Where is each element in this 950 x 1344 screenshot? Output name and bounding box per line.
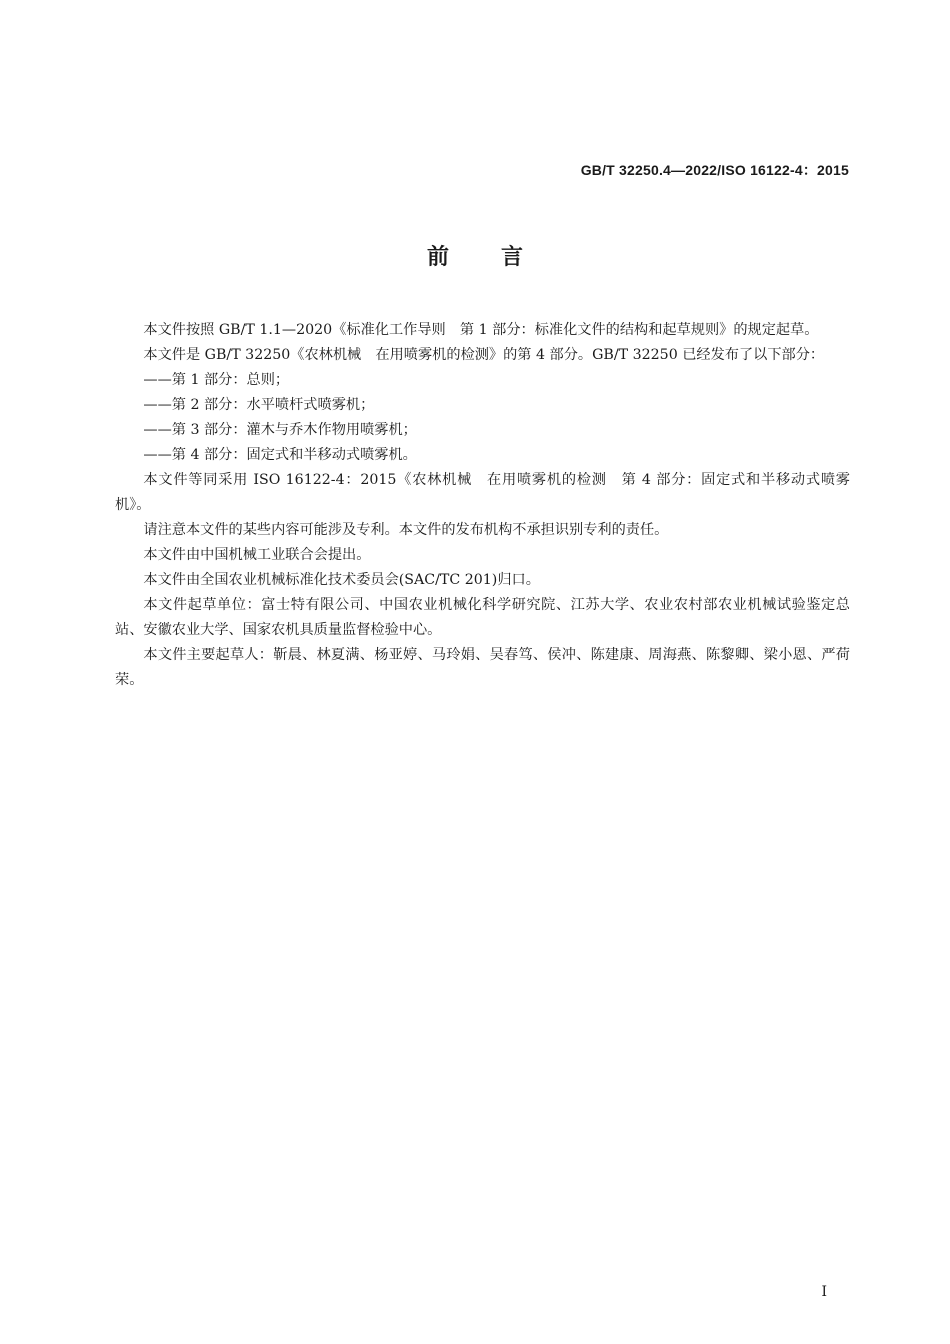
paragraph-part-info: 本文件是 GB/T 32250《农林机械 在用喷雾机的检测》的第 4 部分。GB/T 32250 已经发布了以下部分： — [143, 347, 825, 363]
page-number: Ⅰ — [821, 1284, 827, 1300]
standard-code-header: GB/T 32250.4—2022/ISO 16122-4：2015 — [580, 162, 849, 178]
list-item-part-4: ——第 4 部分：固定式和半移动式喷雾机。 — [143, 447, 417, 463]
page-title: 前言 — [426, 245, 575, 270]
paragraph-proposer: 本文件由中国机械工业联合会提出。 — [143, 547, 371, 563]
paragraph-iso-adoption: 本文件等同采用 ISO 16122-4：2015《农林机械 在用喷雾机的检测 第 4 部分：固定式和半移动式喷雾机》。 — [115, 472, 850, 513]
paragraph-drafting-units: 本文件起草单位：富士特有限公司、中国农业机械化科学研究院、江苏大学、农业农村部农业机械试验鉴定总站、安徽农业大学、国家农机具质量监督检验中心。 — [115, 597, 850, 638]
list-item-part-2: ——第 2 部分：水平喷杆式喷雾机； — [143, 397, 375, 413]
paragraph-drafting-rules: 本文件按照 GB/T 1.1—2020《标准化工作导则 第 1 部分：标准化文件的结构和起草规则》的规定起草。 — [143, 322, 819, 338]
list-item-part-1: ——第 1 部分：总则； — [143, 372, 290, 388]
list-item-part-3: ——第 3 部分：灌木与乔木作物用喷雾机； — [143, 422, 417, 438]
paragraph-administrator: 本文件由全国农业机械标准化技术委员会(SAC/TC 201)归口。 — [143, 572, 540, 588]
document-body — [115, 318, 850, 693]
paragraph-patent-notice: 请注意本文件的某些内容可能涉及专利。本文件的发布机构不承担识别专利的责任。 — [143, 522, 669, 538]
paragraph-drafters: 本文件主要起草人：靳晨、林夏满、杨亚婷、马玲娟、吴春笃、侯冲、陈建康、周海燕、陈黎卿、梁小恩、严荷荣。 — [115, 647, 850, 688]
